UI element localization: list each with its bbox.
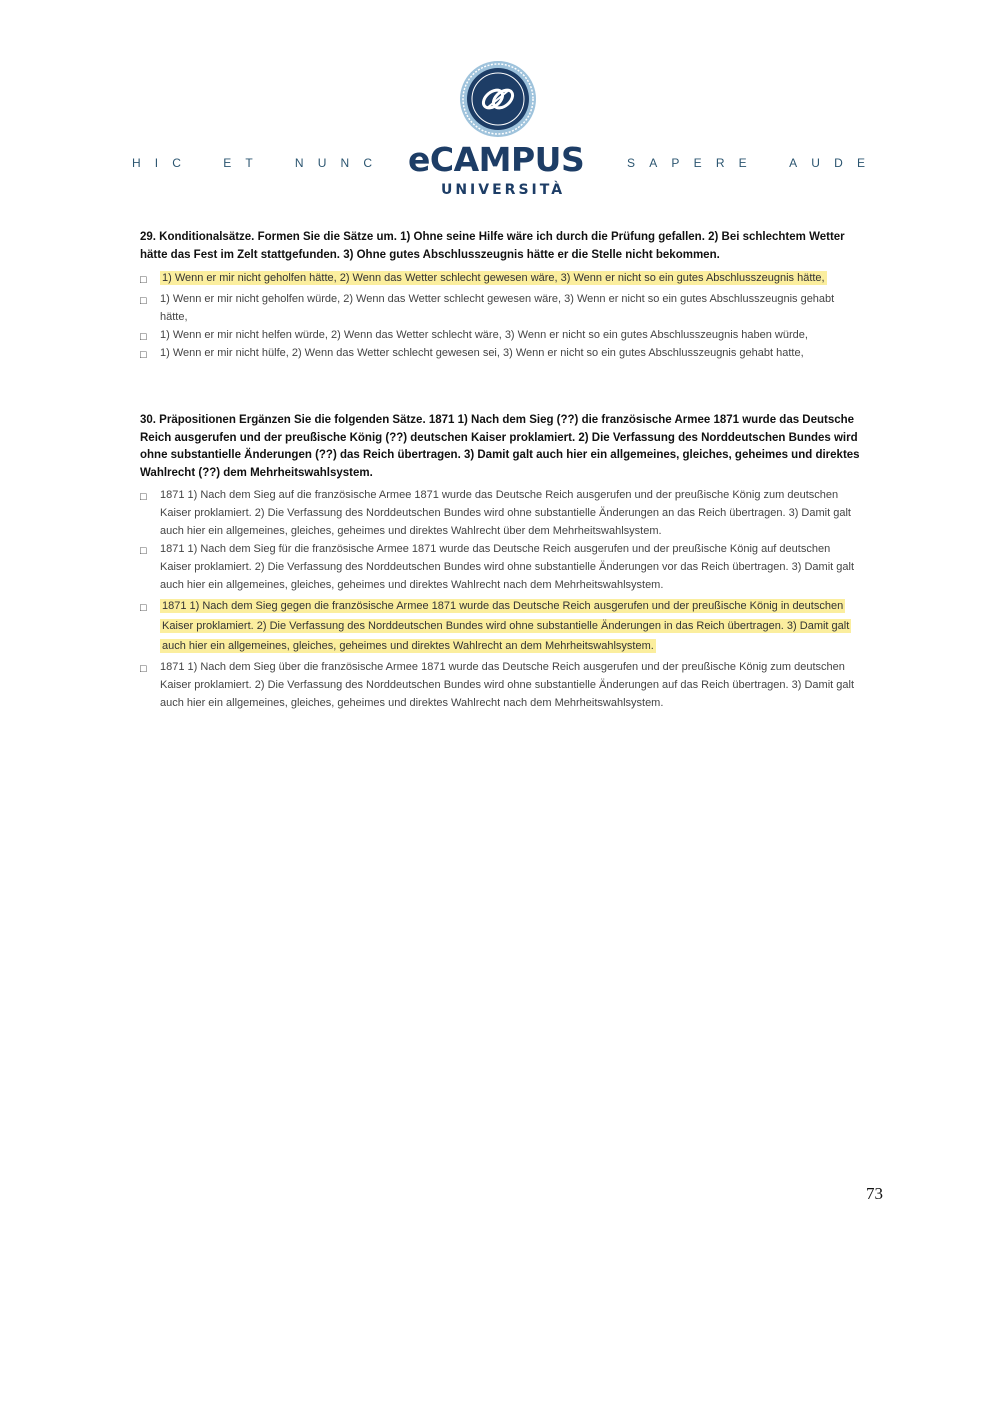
motto-letter: N: [340, 156, 350, 170]
answer-text: 1871 1) Nach dem Sieg über die französische Armee 1871 wurde das Deutsche Reich ausgerufen und der preußische König zum deutschen Kaiser proklamiert. 2) Die Verfassung des Norddeutschen Bundes wird ohne substantielle Änderungen auf das Reich übertragen. 3) Damit galt auch hier ein allgemeines, gleiches, geheimes und direktes Wahlrecht nach dem Mehrheitswahlsystem.: [160, 661, 855, 709]
motto-letter: I: [154, 156, 159, 170]
answer-text: 1) Wenn er mir nicht helfen würde, 2) Wenn das Wetter schlecht wäre, 3) Wenn er nicht so ein gutes Abschlusszeugnis haben würde,: [160, 329, 808, 341]
page-number: 73: [866, 1184, 883, 1203]
checkbox-icon[interactable]: □: [140, 274, 147, 286]
brand-subtitle: UNIVERSITÀ: [440, 182, 566, 198]
checkbox-icon[interactable]: □: [140, 295, 147, 307]
answer-option[interactable]: [140, 596, 860, 656]
answer-option[interactable]: [140, 326, 860, 344]
checkbox-icon[interactable]: □: [140, 331, 147, 343]
motto-letter: C: [172, 156, 181, 170]
answer-text: 1) Wenn er mir nicht hülfe, 2) Wenn das Wetter schlecht gewesen sei, 3) Wenn er nicht so ein gutes Abschlusszeugnis gehabt hatte,: [160, 347, 804, 359]
answer-text: 1) Wenn er mir nicht geholfen hätte, 2) Wenn das Wetter schlecht gewesen wäre, 3) Wenn er nicht so ein gutes Abschlusszeugnis hätte,: [162, 272, 825, 284]
motto-gap: [761, 156, 775, 170]
motto-letter: N: [294, 156, 304, 170]
motto-letter: A: [649, 156, 658, 170]
motto-letter: R: [715, 156, 725, 170]
motto-letter: D: [834, 156, 843, 170]
motto-letter: U: [317, 156, 327, 170]
brand-logo-text: eCAMPUS: [408, 140, 585, 179]
answer-options: [140, 486, 860, 712]
motto-gap: [267, 156, 281, 170]
motto-letter: H: [132, 156, 141, 170]
question-prompt: 30. Präpositionen Ergänzen Sie die folgenden Sätze. 1871 1) Nach dem Sieg (??) die französische Armee 1871 wurde das Deutsche Reich ausgerufen und der preußische König (??) deutschen Kaiser proklamiert. 2) Die Verfassung des Norddeutschen Bundes wird ohne substantielle Änderungen (??) das Reich übertragen. 3) Damit galt auch hier ein allgemeines, gleiches, geheimes und direktes Wahlrecht (??) dem Mehrheitswahlsystem.: [140, 414, 860, 479]
answer-text: 1871 1) Nach dem Sieg für die französische Armee 1871 wurde das Deutsche Reich ausgerufen und der preußische König auf deutschen Kaiser proklamiert. 2) Die Verfassung des Norddeutschen Bundes wird ohne substantielle Änderungen vor das Reich übertragen. 3) Damit galt auch hier ein allgemeines, gleiches, geheimes und direktes Wahlrecht nach dem Mehrheitswahlsystem.: [160, 543, 854, 591]
motto-left: [132, 156, 372, 170]
answer-option[interactable]: [140, 486, 860, 540]
checkbox-icon[interactable]: □: [140, 663, 147, 675]
checkbox-icon[interactable]: □: [140, 602, 147, 614]
answer-options: [140, 268, 860, 362]
motto-letter: P: [671, 156, 680, 170]
answer-option[interactable]: [140, 344, 860, 362]
university-seal-icon: [459, 60, 537, 138]
motto-letter: T: [245, 156, 253, 170]
motto-letter: E: [856, 156, 865, 170]
answer-text: 1871 1) Nach dem Sieg gegen die französische Armee 1871 wurde das Deutsche Reich ausgerufen und der preußische König in deutschen Kaiser proklamiert. 2) Die Verfassung des Norddeutschen Bundes wird ohne substantielle Änderungen in das Reich übertragen. 3) Damit galt auch hier ein allgemeines, gleiches, geheimes und direktes Wahlrecht an dem Mehrheitswahlsystem.: [162, 600, 850, 652]
quiz-content: [140, 229, 860, 712]
motto-letter: A: [789, 156, 798, 170]
checkbox-icon[interactable]: □: [140, 545, 147, 557]
answer-option[interactable]: [140, 658, 860, 712]
motto-gap: [195, 156, 209, 170]
answer-text: 1) Wenn er mir nicht geholfen würde, 2) Wenn das Wetter schlecht gewesen wäre, 3) Wenn er nicht so ein gutes Abschlusszeugnis gehabt hätte,: [160, 293, 835, 323]
motto-letter: E: [738, 156, 747, 170]
motto-right: [627, 156, 865, 170]
motto-letter: E: [223, 156, 232, 170]
answer-option[interactable]: [140, 540, 860, 594]
checkbox-icon[interactable]: □: [140, 491, 147, 503]
answer-option[interactable]: [140, 290, 860, 326]
checkbox-icon[interactable]: □: [140, 349, 147, 361]
motto-letter: E: [693, 156, 702, 170]
answer-text: 1871 1) Nach dem Sieg auf die französische Armee 1871 wurde das Deutsche Reich ausgerufen und der preußische König zum deutschen Kaiser proklamiert. 2) Die Verfassung des Norddeutschen Bundes wird ohne substantielle Änderungen an das Reich übertragen. 3) Damit galt auch hier ein allgemeines, gleiches, geheimes und direktes Wahlrecht über dem Mehrheitswahlsystem.: [160, 489, 851, 537]
page-header: [0, 0, 1000, 215]
question-30: [140, 412, 860, 712]
motto-letter: U: [811, 156, 820, 170]
question-prompt: 29. Konditionalsätze. Formen Sie die Sätze um. 1) Ohne seine Hilfe wäre ich durch die Prüfung gefallen. 2) Bei schlechtem Wetter hätte das Fest im Zelt stattgefunden. 3) Ohne gutes Abschlusszeugnis hätte er die Stelle nicht bekommen.: [140, 231, 845, 261]
question-29: [140, 229, 860, 362]
motto-letter: C: [363, 156, 372, 170]
motto-letter: S: [627, 156, 636, 170]
answer-option[interactable]: [140, 268, 860, 288]
